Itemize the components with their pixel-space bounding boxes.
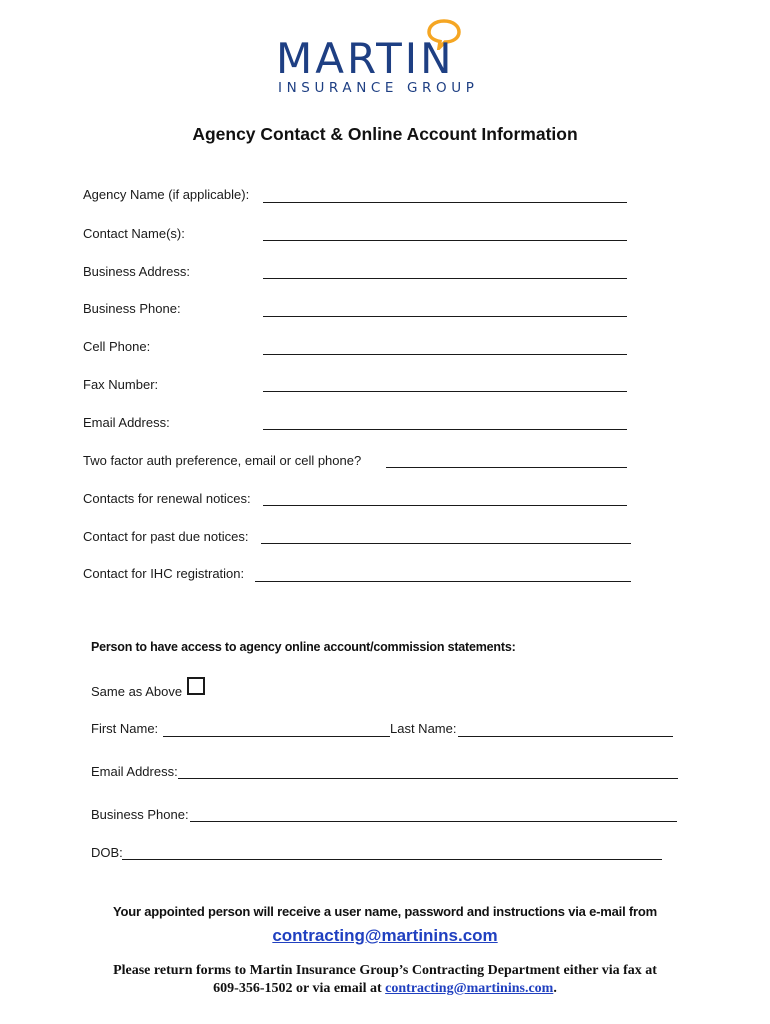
email-address-label: Email Address:	[83, 415, 170, 430]
access-email-field[interactable]	[178, 778, 678, 779]
business-phone-label: Business Phone:	[83, 301, 181, 316]
ihc-registration-field[interactable]	[255, 581, 631, 582]
fax-number-field[interactable]	[263, 391, 627, 392]
page-title: Agency Contact & Online Account Information	[192, 124, 578, 144]
last-name-field[interactable]	[458, 736, 673, 737]
contact-names-label: Contact Name(s):	[83, 226, 185, 241]
ihc-registration-label: Contact for IHC registration:	[83, 566, 245, 581]
fax-number-label: Fax Number:	[83, 377, 159, 392]
contact-names-field[interactable]	[263, 240, 627, 241]
access-phone-field[interactable]	[190, 821, 677, 822]
dob-label: DOB:	[91, 845, 123, 860]
logo-wordmark: MARTIN	[276, 34, 455, 83]
business-phone-field[interactable]	[263, 316, 627, 317]
return-email-link[interactable]: contracting@martinins.com	[385, 981, 554, 996]
cell-phone-label: Cell Phone:	[83, 339, 151, 354]
company-logo	[276, 18, 496, 98]
contracting-email-link[interactable]: contracting@martinins.com	[272, 926, 498, 945]
first-name-field[interactable]	[163, 736, 390, 737]
business-address-field[interactable]	[263, 278, 627, 279]
first-name-label: First Name:	[91, 721, 159, 736]
access-email-label: Email Address:	[91, 764, 178, 779]
logo-tagline: INSURANCE GROUP	[278, 80, 479, 96]
renewal-notices-field[interactable]	[263, 505, 627, 506]
same-as-above-checkbox[interactable]	[187, 677, 205, 695]
agency-name-field[interactable]	[263, 202, 627, 203]
return-period: .	[553, 981, 557, 996]
return-fax-text: 609-356-1502 or via email at	[213, 981, 386, 996]
business-address-label: Business Address:	[83, 264, 190, 279]
two-factor-field[interactable]	[386, 467, 627, 468]
email-address-field[interactable]	[263, 429, 627, 430]
access-section-heading: Person to have access to agency online account/commission statements:	[91, 640, 516, 654]
past-due-notices-label: Contact for past due notices:	[83, 529, 249, 544]
agency-name-label: Agency Name (if applicable):	[83, 187, 250, 202]
dob-field[interactable]	[122, 859, 662, 860]
return-instructions-line2	[0, 980, 770, 998]
renewal-notices-label: Contacts for renewal notices:	[83, 491, 251, 506]
access-notice: Your appointed person will receive a user name, password and instructions via e-mail from	[113, 904, 657, 919]
return-instructions-line1: Please return forms to Martin Insurance Group’s Contracting Department either via fax at	[113, 963, 657, 978]
cell-phone-field[interactable]	[263, 354, 627, 355]
two-factor-label: Two factor auth preference, email or cell phone?	[83, 453, 362, 468]
last-name-label: Last Name:	[390, 721, 457, 736]
past-due-notices-field[interactable]	[261, 543, 631, 544]
same-as-above-label: Same as Above	[91, 684, 183, 699]
access-phone-label: Business Phone:	[91, 807, 189, 822]
return-instructions	[0, 962, 770, 998]
